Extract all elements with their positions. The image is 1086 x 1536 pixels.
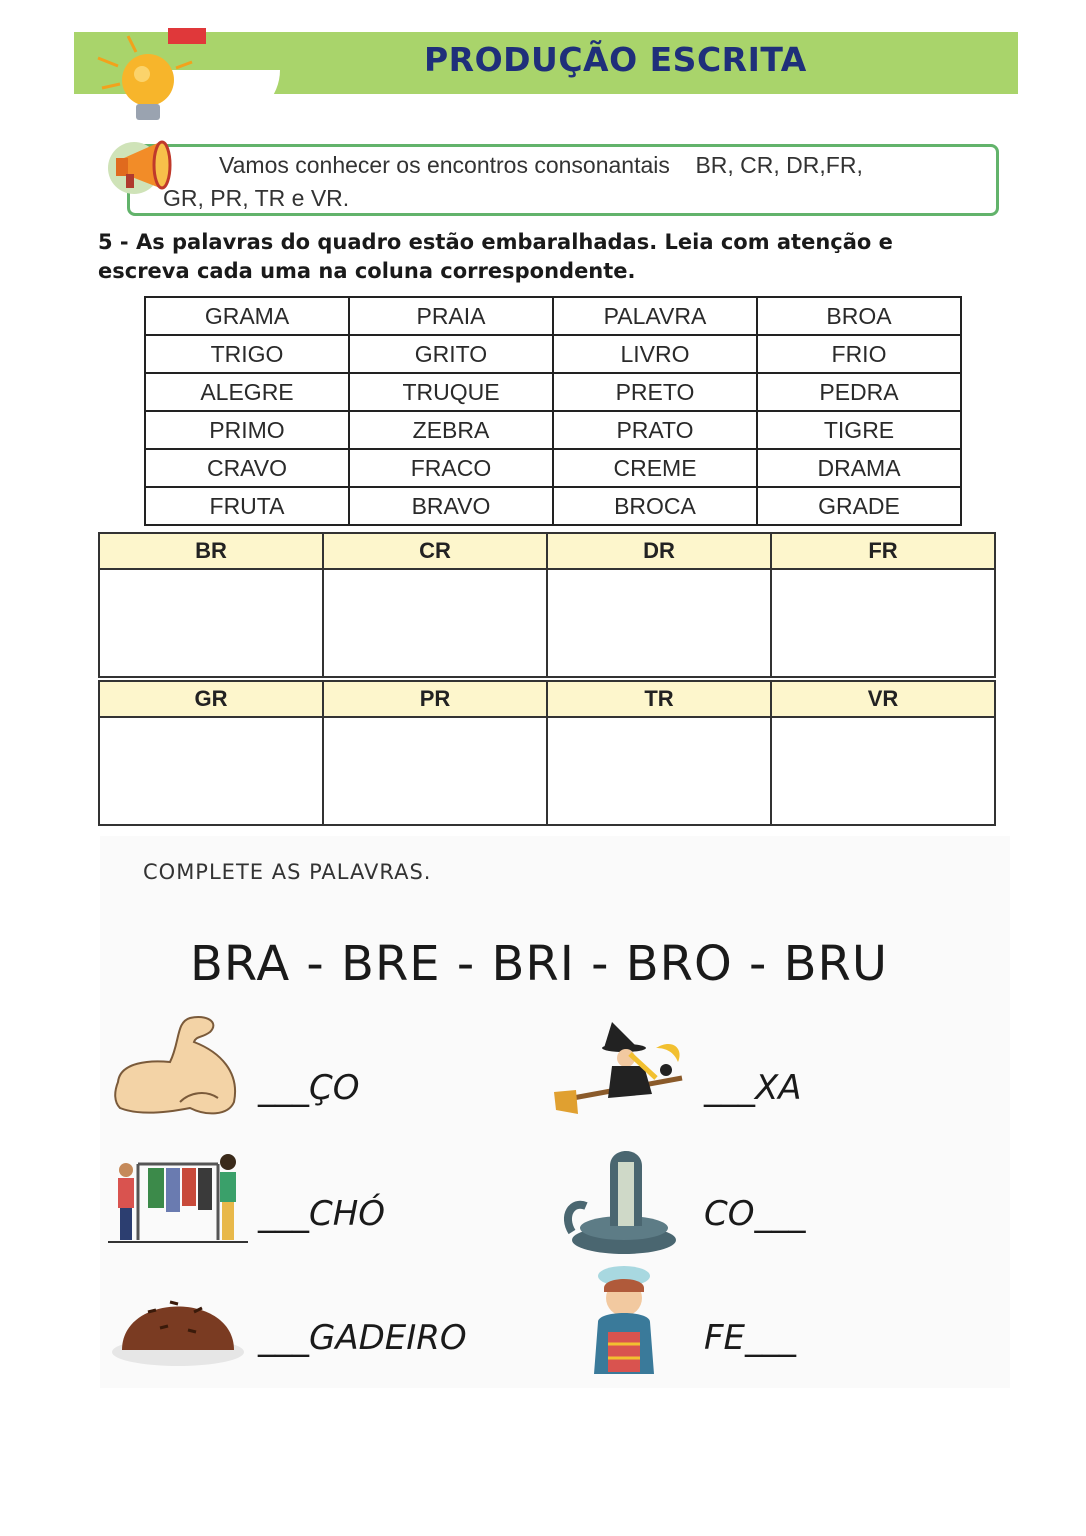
lightbulb-icon: [88, 28, 208, 128]
word-cell: ALEGRE: [145, 373, 349, 411]
column-header-pr: PR: [322, 680, 548, 718]
word-cell: TRUQUE: [349, 373, 553, 411]
sick-child-icon: [574, 1262, 674, 1382]
page-title: PRODUÇÃO ESCRITA: [424, 40, 807, 79]
intro-text-line-2: GR, PR, TR e VR.: [163, 185, 350, 211]
word-cell: TIGRE: [757, 411, 961, 449]
answer-cell-gr[interactable]: [98, 716, 324, 826]
blank-brigadeiro[interactable]: ___GADEIRO: [258, 1318, 467, 1358]
column-header-tr: TR: [546, 680, 772, 718]
word-cell: PEDRA: [757, 373, 961, 411]
word-table: [144, 296, 962, 526]
word-cell: BROA: [757, 297, 961, 335]
word-cell: LIVRO: [553, 335, 757, 373]
table-row: [145, 449, 961, 487]
blank-bruxa[interactable]: ___XA: [704, 1068, 802, 1108]
column-header-cr: CR: [322, 532, 548, 570]
cobra-snake-icon: [562, 1136, 682, 1256]
word-cell: FRUTA: [145, 487, 349, 525]
word-cell: CRAVO: [145, 449, 349, 487]
witch-on-broom-icon: [552, 1018, 692, 1118]
word-cell: PRIMO: [145, 411, 349, 449]
table-row: [145, 335, 961, 373]
word-cell: PALAVRA: [553, 297, 757, 335]
word-cell: ZEBRA: [349, 411, 553, 449]
word-cell: FRACO: [349, 449, 553, 487]
word-cell: PRATO: [553, 411, 757, 449]
word-cell: GRITO: [349, 335, 553, 373]
sort-grid-bottom: [98, 680, 1004, 826]
column-header-br: BR: [98, 532, 324, 570]
word-cell: TRIGO: [145, 335, 349, 373]
complete-title: COMPLETE AS PALAVRAS.: [143, 860, 432, 884]
answer-cell-tr[interactable]: [546, 716, 772, 826]
word-cell: GRAMA: [145, 297, 349, 335]
sort-grid-top: [98, 532, 1004, 678]
intro-text-line-1: Vamos conhecer os encontros consonantais BR, CR, DR,FR,: [219, 152, 863, 178]
column-header-gr: GR: [98, 680, 324, 718]
question-line-2: escreva cada uma na coluna correspondente.: [98, 259, 636, 283]
word-cell: BROCA: [553, 487, 757, 525]
answer-cell-cr[interactable]: [322, 568, 548, 678]
column-header-vr: VR: [770, 680, 996, 718]
arm-icon: [110, 1012, 246, 1132]
column-header-dr: DR: [546, 532, 772, 570]
clothes-rack-icon: [108, 1150, 248, 1246]
blank-febre[interactable]: FE___: [704, 1318, 797, 1358]
blank-cobra[interactable]: CO___: [704, 1194, 806, 1234]
column-header-fr: FR: [770, 532, 996, 570]
table-row: [145, 487, 961, 525]
brigadeiro-icon: [108, 1272, 248, 1372]
word-cell: DRAMA: [757, 449, 961, 487]
table-row: [145, 373, 961, 411]
word-cell: PRETO: [553, 373, 757, 411]
word-cell: GRADE: [757, 487, 961, 525]
word-cell: FRIO: [757, 335, 961, 373]
answer-cell-pr[interactable]: [322, 716, 548, 826]
blank-brecho[interactable]: ___CHÓ: [258, 1194, 386, 1234]
word-cell: CREME: [553, 449, 757, 487]
word-cell: BRAVO: [349, 487, 553, 525]
answer-cell-dr[interactable]: [546, 568, 772, 678]
answer-cell-fr[interactable]: [770, 568, 996, 678]
word-cell: PRAIA: [349, 297, 553, 335]
answer-cell-br[interactable]: [98, 568, 324, 678]
question-line-1: 5 - As palavras do quadro estão embaralhadas. Leia com atenção e: [98, 230, 893, 254]
blank-braco[interactable]: ___ÇO: [258, 1068, 360, 1108]
table-row: [145, 411, 961, 449]
syllables-line: BRA - BRE - BRI - BRO - BRU: [190, 936, 889, 992]
table-row: [145, 297, 961, 335]
answer-cell-vr[interactable]: [770, 716, 996, 826]
